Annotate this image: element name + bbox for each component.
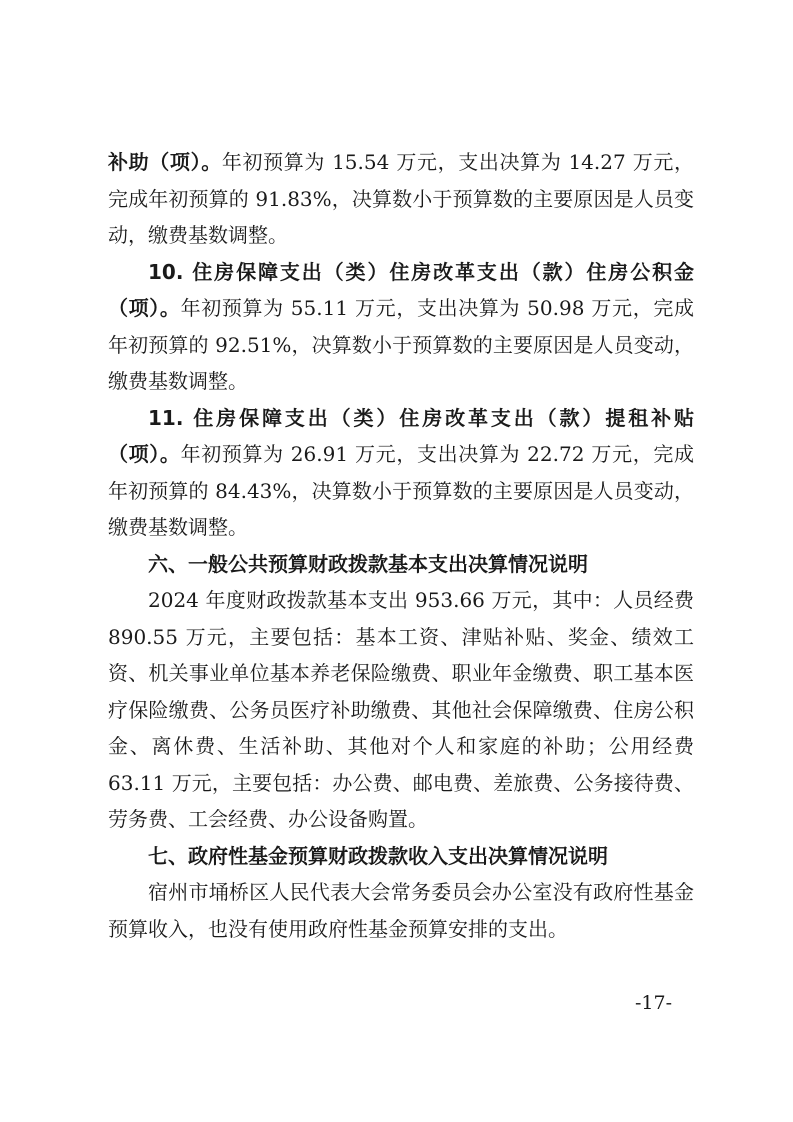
paragraph-body: 年初预算为 26.91 万元，支出决算为 22.72 万元，完成年初预算的 84.43%，决算数小于预算数的主要原因是人员变动，缴费基数调整。 [108,442,694,539]
page-number: -17- [635,992,673,1014]
paragraph-lead-bold: 10. 住房保障支出（类）住房改革支出（款）住房公积金（项）。 [108,259,694,320]
paragraph-rent-subsidy [108,400,694,546]
paragraph-lead-bold: 补助（项）。 [108,150,222,174]
paragraph-lead-bold: 11. 住房保障支出（类）住房改革支出（款）提租补贴（项）。 [108,405,694,466]
document-page [108,144,694,947]
paragraph-body: 年初预算为 15.54 万元，支出决算为 14.27 万元，完成年初预算的 91.83%，决算数小于预算数的主要原因是人员变动，缴费基数调整。 [108,150,694,247]
paragraph-basic-expenditure: 2024 年度财政拨款基本支出 953.66 万元，其中：人员经费 890.55 万元，主要包括：基本工资、津贴补贴、奖金、绩效工资、机关事业单位基本养老保险缴费、职业年金缴费、职工基本医疗保险缴费、公务员医疗补助缴费、其他社会保障缴费、住房公积金、离休费、生活补助、其他对个人和家庭的补助；公用经费 63.11 万元，主要包括：办公费、邮电费、差旅费、公务接待费、劳务费、工会经费、办公设备购置。 [108,588,694,831]
section-heading-6: 六、一般公共预算财政拨款基本支出决算情况说明 [148,551,588,576]
paragraph-body: 年初预算为 55.11 万元，支出决算为 50.98 万元，完成年初预算的 92.51%，决算数小于预算数的主要原因是人员变动，缴费基数调整。 [108,296,694,393]
section-heading-7: 七、政府性基金预算财政拨款收入支出决算情况说明 [148,843,608,868]
paragraph-medical-subsidy [108,144,694,254]
paragraph-housing-fund [108,254,694,400]
paragraph-government-fund: 宿州市埇桥区人民代表大会常务委员会办公室没有政府性基金预算收入，也没有使用政府性基金预算安排的支出。 [108,880,694,941]
